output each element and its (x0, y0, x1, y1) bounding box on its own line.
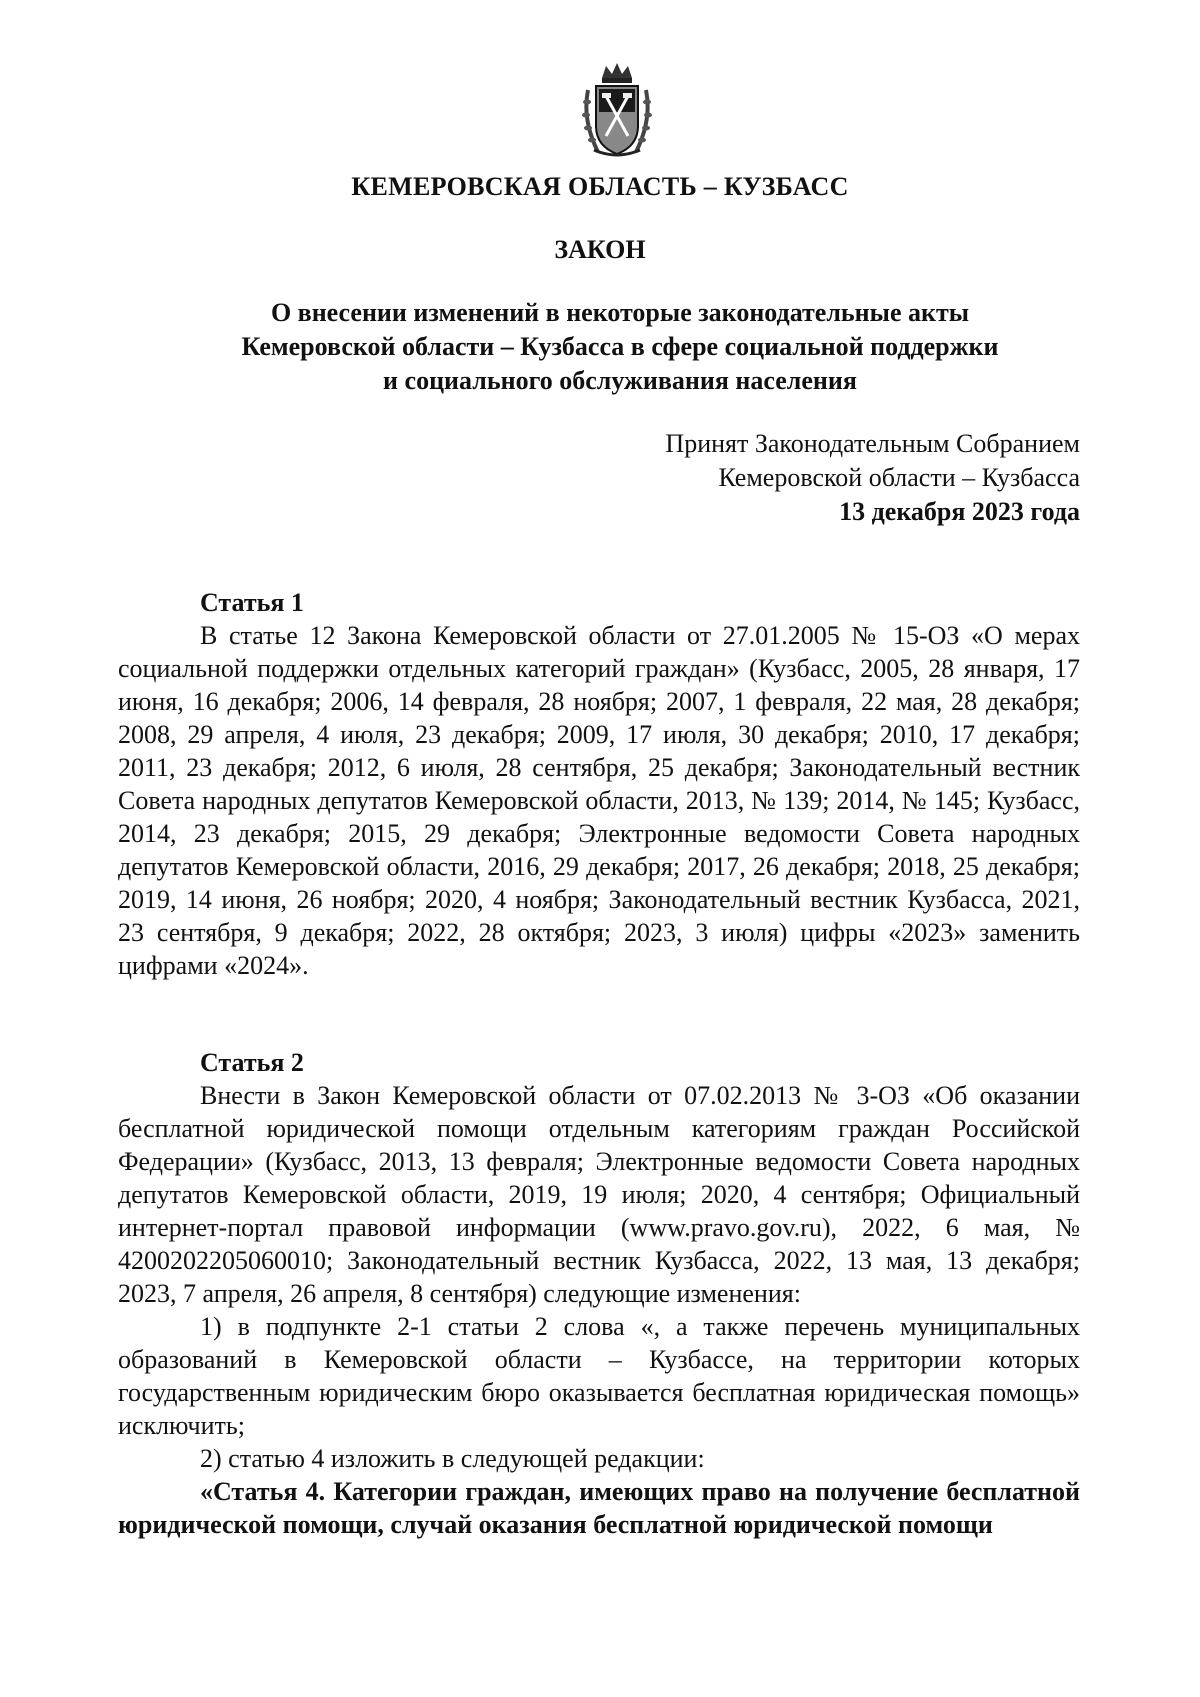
article-text: В статье 12 Закона Кемеровской области от 27.01.2005 № 15-ОЗ «О мерах социальной поддержки отдельных категорий граждан» (Кузбасс, 2005, 28 января, 17 июня, 16 декабря; 2006, 14 февраля, 28 ноября; 2007, 1 февраля, 22 мая, 28 декабря; 2008, 29 апреля, 4 июля, 23 декабря; 2009, 17 июля, 30 декабря; 2010, 17 декабря; 2011, 23 декабря; 2012, 6 июля, 28 сентября, 25 декабря; Законодательный вестник Совета народных депутатов Кемеровской области, 2013, № 139; 2014, № 145; Кузбасс, 2014, 23 декабря; 2015, 29 декабря; Электронные ведомости Совета народных депутатов Кемеровской области, 2016, 29 декабря; 2017, 26 декабря; 2018, 25 декабря; 2019, 14 июня, 26 ноября; 2020, 4 ноября; Законодательный вестник Кузбасса, 2021, 23 сентября, 9 декабря; 2022, 28 октября; 2023, 3 июля) цифры «2023» заменить цифрами «2024». (118, 621, 1080, 980)
law-subject-line: Кемеровской области – Кузбасса в сфере социальной поддержки (241, 332, 999, 361)
article-text: Внести в Закон Кемеровской области от 07.02.2013 № 3-ОЗ «Об оказании бесплатной юридической помощи отдельным категориям граждан Российской Федерации» (Кузбасс, 2013, 13 февраля; Электронные ведомости Совета народных депутатов Кемеровской области, 2019, 19 июля; 2020, 4 сентября; Официальный интернет-портал правовой информации (www.pravo.gov.ru), 2022, 6 мая, № 4200202205060010; Законодательный вестник Кузбасса, 2022, 13 мая, 13 декабря; 2023, 7 апреля, 26 апреля, 8 сентября) следующие изменения: (118, 1081, 1080, 1308)
law-subject-line: О внесении изменений в некоторые законодательные акты (270, 298, 970, 327)
adoption-line: Принят Законодательным Собранием (665, 429, 1080, 458)
law-subject-line: и социального обслуживания населения (383, 366, 857, 395)
article-1 (118, 586, 1080, 982)
document-type: ЗАКОН (554, 235, 646, 264)
list-item: 1) в подпункте 2-1 статьи 2 слова «, а также перечень муниципальных образований в Кемеровской области – Кузбассе, на территории которых государственным юридическим бюро оказывается бесплатная юридическая помощь» исключить; (118, 1312, 1080, 1440)
adoption-line: Кемеровской области – Кузбасса (718, 463, 1080, 492)
coat-of-arms-icon (578, 60, 656, 160)
article-2 (118, 1046, 1080, 1541)
adoption-block (665, 427, 1080, 529)
article-heading: Статья 1 (200, 588, 304, 617)
law-subject (120, 296, 1120, 398)
new-article-heading: «Статья 4. Категории граждан, имеющих право на получение бесплатной юридической помощи, случай оказания бесплатной юридической помощи (118, 1477, 1080, 1539)
list-item: 2) статью 4 изложить в следующей редакции: (200, 1444, 705, 1473)
adoption-date: 13 декабря 2023 года (839, 497, 1080, 526)
region-name: КЕМЕРОВСКАЯ ОБЛАСТЬ – КУЗБАСС (351, 172, 849, 201)
article-heading: Статья 2 (200, 1048, 304, 1077)
